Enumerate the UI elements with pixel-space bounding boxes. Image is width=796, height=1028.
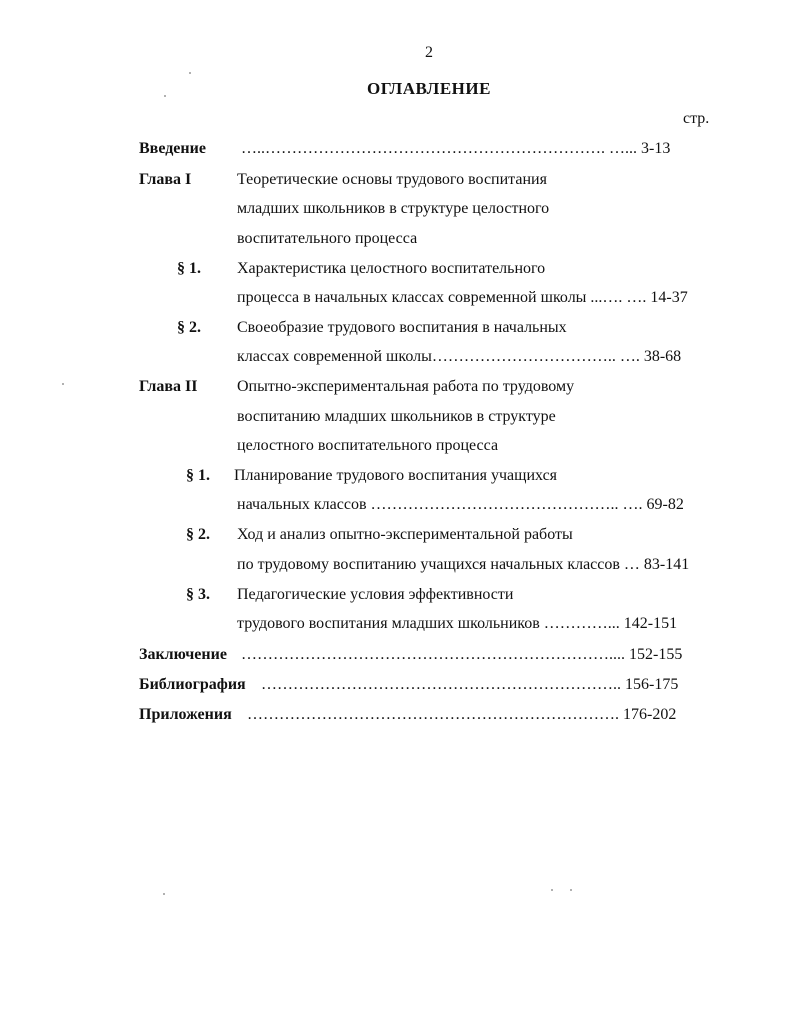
scan-speck xyxy=(551,889,553,891)
scan-speck xyxy=(163,893,165,895)
toc-entry-introduction: …..………………………………………………………. …... 3-13 xyxy=(241,140,671,157)
toc-entry-ch1-section-2-line-2: классах современной школы…………………………….. …. 38-68 xyxy=(237,348,682,365)
page-column-label: стр. xyxy=(683,110,710,127)
toc-label-ch1-section-1: § 1. xyxy=(177,260,201,277)
toc-label-chapter-2: Глава II xyxy=(139,378,198,395)
toc-label-ch1-section-2: § 2. xyxy=(177,319,201,336)
toc-entry-ch2-section-2-line-1: Ход и анализ опытно-экспериментальной работы xyxy=(237,526,573,543)
toc-entry-ch1-section-2-line-1: Своеобразие трудового воспитания в начальных xyxy=(237,319,567,336)
toc-entry-chapter-2-line-2: воспитанию младших школьников в структуре xyxy=(237,408,556,425)
scan-speck xyxy=(189,72,191,74)
scan-speck xyxy=(164,95,166,97)
scan-speck xyxy=(570,889,572,891)
toc-entry-ch2-section-1-line-1: Планирование трудового воспитания учащихся xyxy=(234,467,558,484)
toc-entry-ch1-section-1-line-1: Характеристика целостного воспитательного xyxy=(237,260,546,277)
toc-entry-chapter-2-line-1: Опытно-экспериментальная работа по трудовому xyxy=(237,378,575,395)
toc-entry-ch2-section-3-line-2: трудового воспитания младших школьников …………... 142-151 xyxy=(237,615,678,632)
toc-label-chapter-1: Глава I xyxy=(139,171,192,188)
toc-label-introduction: Введение xyxy=(139,140,206,157)
toc-entry-ch2-section-3-line-1: Педагогические условия эффективности xyxy=(237,586,514,603)
toc-entry-ch2-section-1-line-2: начальных классов ……………………………………….. …. 69-82 xyxy=(237,496,684,513)
toc-entry-chapter-1-line-1: Теоретические основы трудового воспитания xyxy=(237,171,547,188)
toc-entry-chapter-1-line-2: младших школьников в структуре целостного xyxy=(237,200,550,217)
toc-entry-ch2-section-2-line-2: по трудовому воспитанию учащихся начальных классов … 83-141 xyxy=(237,556,690,573)
toc-label-ch2-section-2: § 2. xyxy=(186,526,210,543)
toc-entry-chapter-2-line-3: целостного воспитательного процесса xyxy=(237,437,499,454)
toc-label-ch2-section-1: § 1. xyxy=(186,467,210,484)
toc-entry-ch1-section-1-line-2: процесса в начальных классах современной школы ...…. …. 14-37 xyxy=(237,289,688,306)
toc-entry-chapter-1-line-3: воспитательного процесса xyxy=(237,230,418,247)
scan-speck xyxy=(62,383,64,385)
toc-entry-bibliography: ………………………………………………………….. 156-175 xyxy=(261,676,679,693)
toc-label-appendices: Приложения xyxy=(139,706,232,723)
toc-entry-appendices: ……………………………………………………………. 176-202 xyxy=(247,706,677,723)
page-number: 2 xyxy=(425,44,433,61)
toc-label-ch2-section-3: § 3. xyxy=(186,586,210,603)
toc-label-bibliography: Библиография xyxy=(139,676,246,693)
toc-entry-conclusion: …………………………………………………………….... 152-155 xyxy=(241,646,683,663)
toc-label-conclusion: Заключение xyxy=(139,646,227,663)
page-title: ОГЛАВЛЕНИЕ xyxy=(367,79,491,98)
